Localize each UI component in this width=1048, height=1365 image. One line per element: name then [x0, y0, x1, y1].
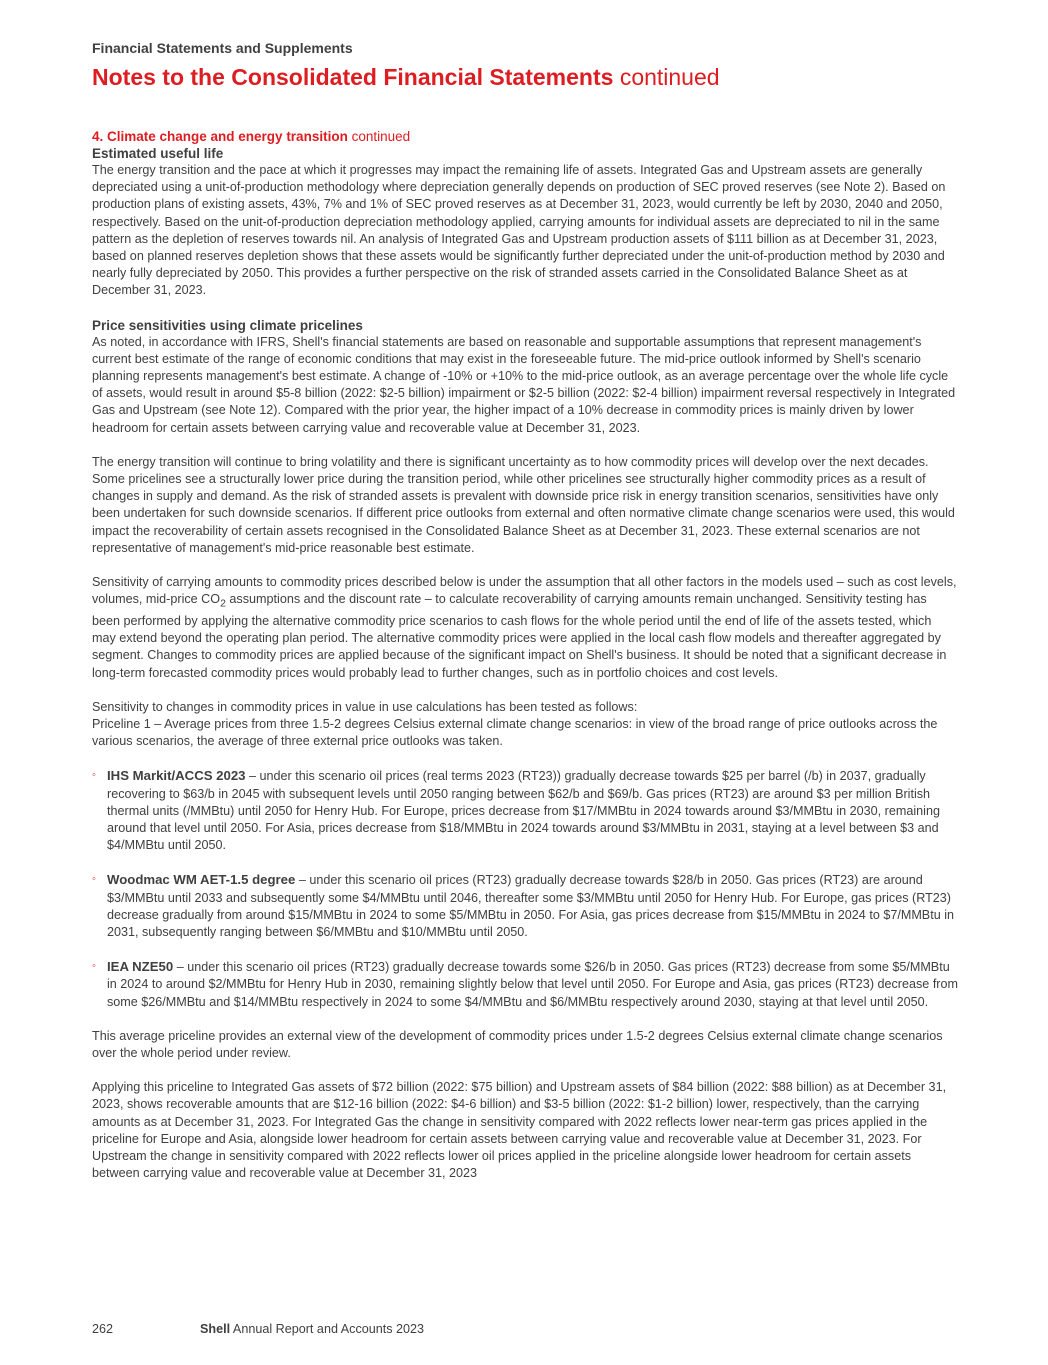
- scenario-text: – under this scenario oil prices (RT23) gradually decrease towards $28/b in 2050. Gas prices (RT23) are around $3/MMBtu until 2033 and subsequently some $4/MMBtu until 2046, thereafter some $3/MMBtu until 2050 for Henry Hub. For Europe, gas prices (RT23) decrease gradually from around $15/MMBtu in 2024 to some $5/MMBtu in 2050. For Asia, gas prices decrease from $15/MMBtu in 2024 to $7/MMBtu in 2031, subsequently ranging between $6/MMBtu and $10/MMBtu until 2050.: [107, 873, 955, 940]
- price-sensitivities-paragraph-3: [92, 574, 958, 682]
- p4-line-1: Sensitivity to changes in commodity prices in value in use calculations has been tested as follows:: [92, 699, 638, 714]
- brand-name: Shell: [200, 1322, 231, 1336]
- page-content: [92, 40, 958, 1182]
- scenario-name: IEA NZE50: [107, 959, 174, 975]
- bullet-circle-icon: ◦: [92, 873, 96, 886]
- note-heading-suffix: continued: [351, 129, 411, 144]
- co2-subscript: 2: [220, 597, 226, 610]
- publication-title: Annual Report and Accounts 2023: [232, 1322, 425, 1336]
- price-sensitivities-paragraph-5: This average priceline provides an external view of the development of commodity prices under 1.5-2 degrees Celsius external climate change scenarios over the whole period under review.: [92, 1028, 943, 1061]
- page-title: [92, 62, 958, 92]
- scenario-name: IHS Markit/ACCS 2023: [107, 768, 246, 784]
- useful-life-paragraph: The energy transition and the pace at which it progresses may impact the remaining life of assets. Integrated Gas and Upstream assets are generally depreciated using a unit-of-production methodology where depreciation generally depends on production of SEC proved reserves (see Note 2). Based on production plans of existing assets, 43%, 7% and 1% of SEC proved reserves as at December 31, 2023, would currently be left by 2030, 2040 and 2050, respectively. Based on the unit-of-production depreciation methodology applied, carrying amounts for individual assets are depreciated to nil in the same pattern as the depletion of reserves towards nil. An analysis of Integrated Gas and Upstream production assets of $111 billion as at December 31, 2023, based on planned reserves depletion shows that these assets would be significantly further depreciated under the unit-of-production method by 2030 and nearly fully depreciated by 2050. This provides a further perspective on the risk of stranded assets carried in the Consolidated Balance Sheet as at December 31, 2023.: [92, 163, 946, 298]
- page-number: 262: [92, 1322, 114, 1336]
- price-sensitivities-paragraph-1: As noted, in accordance with IFRS, Shell's financial statements are based on reasonable and supportable assumptions that represent management's current best estimate of the range of economic conditions that may exist in the foreseeable future. The mid-price outlook informed by Shell's scenario planning represents management's best estimate. A change of -10% or +10% to the mid-price outlook, as an average percentage over the whole life cycle of assets, would result in around $5-8 billion (2022: $2-5 billion) impairment or $2-5 billion (2022: $2-4 billion) impairment reversal respectively in Integrated Gas and Upstream (see Note 12). Compared with the prior year, the higher impact of a 10% decrease in commodity prices is mainly driven by lower headroom for certain assets between carrying value and recoverable value at December 31, 2023.: [92, 334, 956, 435]
- price-sensitivities-heading: Price sensitivities using climate pricelines: [92, 317, 363, 333]
- scenario-text: – under this scenario oil prices (RT23) gradually decrease towards some $26/b in 2050. Gas prices (RT23) decrease from some $5/MMBtu in 2024 to around $2/MMBtu for Henry Hub in 2030, remaining slightly below that level until 2050. For Europe and Asia, gas prices (RT23) decrease from some $26/MMBtu and $14/MMBtu respectively in 2024 to some $4/MMBtu and $6/MMBtu respectively around 2030, staying at that level until 2050.: [107, 960, 959, 1009]
- scenario-list: [92, 767, 958, 1010]
- bullet-circle-icon: ◦: [92, 960, 96, 973]
- scenario-name: Woodmac WM AET-1.5 degree: [107, 872, 296, 888]
- bullet-circle-icon: ◦: [92, 769, 96, 782]
- price-sensitivities-paragraph-2: The energy transition will continue to bring volatility and there is significant uncertainty as to how commodity prices will develop over the next decades. Some pricelines see a structurally lower price during the transition period, while other pricelines see structurally higher commodity prices as a result of changes in supply and demand. As the risk of stranded assets is prevalent with downside price risk in energy transition scenarios, sensitivities have only been undertaken for such downside scenarios. If different price outlooks from external and often normative climate change scenarios were used, this would impact the recoverability of certain assets recognised in the Consolidated Balance Sheet as at December 31, 2023. These external scenarios are not representative of management's mid-price reasonable best estimate.: [92, 454, 955, 555]
- price-sensitivities-paragraph-6: Applying this priceline to Integrated Gas assets of $72 billion (2022: $75 billion) and Upstream assets of $84 billion (2022: $88 billion) as at December 31, 2023, shows recoverable amounts that are $12-16 billion (2022: $4-6 billion) and $3-5 billion (2022: $1-2 billion) lower, respectively, than the carrying amounts as at December 31, 2023. For Integrated Gas the change in sensitivity compared with 2022 reflects lower near-term gas prices applied in the priceline for Europe and Asia, alongside lower headroom for certain assets between carrying value and recoverable value at December 31, 2023. For Upstream the change in sensitivity compared with 2022 reflects lower oil prices applied in the priceline alongside lower headroom for certain assets between carrying value and recoverable value at December 31, 2023: [92, 1080, 947, 1181]
- p3-text-b: assumptions and the discount rate – to calculate recoverability of carrying amounts remain unchanged. Sensitivity testing has been performed by applying the alternative commodity price scenarios to cash flows for the whole period until the end of life of the assets tested, which may extend beyond the operating plan period. The alternative commodity prices were applied in the local cash flow models and thereafter aggregated by segment. Changes to commodity prices are applied because of the significant impact on Shell's business. It should be noted that a significant decrease in long-term forecasted commodity prices would probably lead to further changes, such as in portfolio choices and cost levels.: [92, 592, 947, 680]
- price-sensitivities-paragraph-4: [92, 699, 958, 751]
- list-item: [92, 767, 958, 854]
- list-item: [92, 958, 958, 1011]
- note-heading: [92, 128, 958, 145]
- page-footer: [92, 1322, 424, 1336]
- p4-line-2: Priceline 1 – Average prices from three 1.5-2 degrees Celsius external climate change scenarios: in view of the broad range of price outlooks across the various scenarios, the average of three external price outlooks was taken.: [92, 717, 938, 749]
- section-header: Financial Statements and Supplements: [92, 40, 353, 56]
- page-title-main: Notes to the Consolidated Financial Statements: [92, 64, 614, 90]
- scenario-text: – under this scenario oil prices (real terms 2023 (RT23)) gradually decrease towards $25 per barrel (/b) in 2037, gradually recovering to $63/b in 2045 with subsequent levels until 2050 ranging between $62/b and $69/b. Gas prices (RT23) are around $3 per million British thermal units (/MMBtu) until 2050 for Henry Hub. For Europe, prices decrease from $17/MMBtu in 2024 towards around $3/MMBtu in 2030, remaining around that level until 2050. For Asia, prices decrease from $18/MMBtu in 2024 towards around $3/MMBtu in 2031, staying at a level between $3 and $4/MMBtu until 2050.: [107, 769, 940, 853]
- note-heading-title: 4. Climate change and energy transition: [92, 129, 348, 144]
- p3-text-a: Sensitivity of carrying amounts to commodity prices described below is under the assumption that all other factors in the models used – such as cost levels, volumes, mid-price CO: [92, 575, 957, 607]
- useful-life-heading: Estimated useful life: [92, 146, 224, 161]
- page-title-suffix: continued: [619, 64, 720, 90]
- list-item: [92, 871, 958, 941]
